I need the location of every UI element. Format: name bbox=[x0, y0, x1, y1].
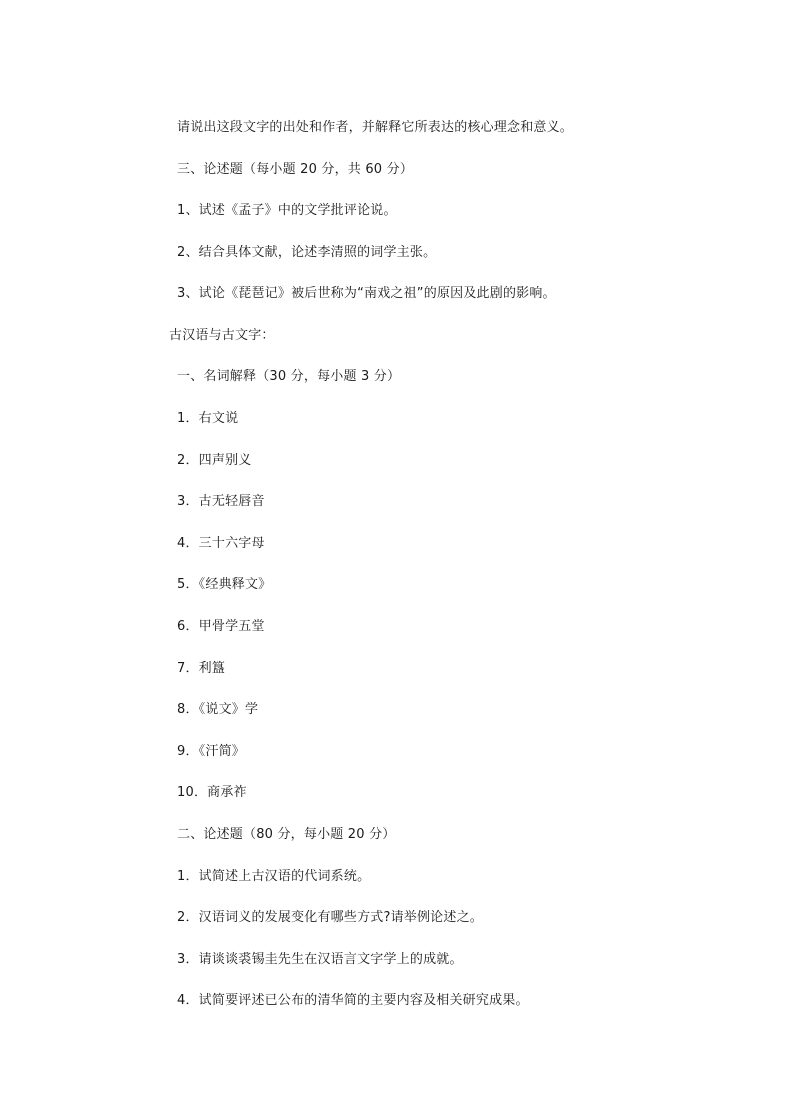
question-item: 2．汉语词义的发展变化有哪些方式?请举例论述之。 bbox=[177, 910, 483, 925]
term-item: 6．甲骨学五堂 bbox=[177, 619, 265, 634]
question-item: 4．试简要评述已公布的清华简的主要内容及相关研究成果。 bbox=[177, 993, 529, 1008]
term-item: 7．利簋 bbox=[177, 661, 226, 676]
term-item: 9．《汗简》 bbox=[177, 744, 245, 759]
question-item: 2、结合具体文献，论述李清照的词学主张。 bbox=[177, 245, 437, 260]
question-item: 3、试论《琵琶记》被后世称为“南戏之祖”的原因及此剧的影响。 bbox=[177, 286, 556, 301]
term-item: 3．古无轻唇音 bbox=[177, 494, 265, 509]
section-heading: 二、论述题（80 分，每小题 20 分） bbox=[177, 827, 396, 842]
question-item: 1、试述《孟子》中的文学批评论说。 bbox=[177, 203, 397, 218]
term-item: 5．《经典释文》 bbox=[177, 577, 272, 592]
term-item: 4．三十六字母 bbox=[177, 536, 265, 551]
subject-heading: 古汉语与古文字： bbox=[169, 328, 275, 343]
term-item: 8．《说文》学 bbox=[177, 702, 259, 717]
question-prompt: 请说出这段文字的出处和作者，并解释它所表达的核心理念和意义。 bbox=[177, 120, 574, 135]
term-item: 10．商承祚 bbox=[177, 785, 247, 800]
term-item: 1．右文说 bbox=[177, 411, 239, 426]
question-item: 1．试简述上古汉语的代词系统。 bbox=[177, 869, 371, 884]
term-item: 2．四声别义 bbox=[177, 453, 252, 468]
section-heading: 三、论述题（每小题 20 分，共 60 分） bbox=[177, 162, 414, 177]
question-item: 3．请谈谈裘锡圭先生在汉语言文字学上的成就。 bbox=[177, 952, 463, 967]
section-heading: 一、名词解释（30 分，每小题 3 分） bbox=[177, 369, 401, 384]
